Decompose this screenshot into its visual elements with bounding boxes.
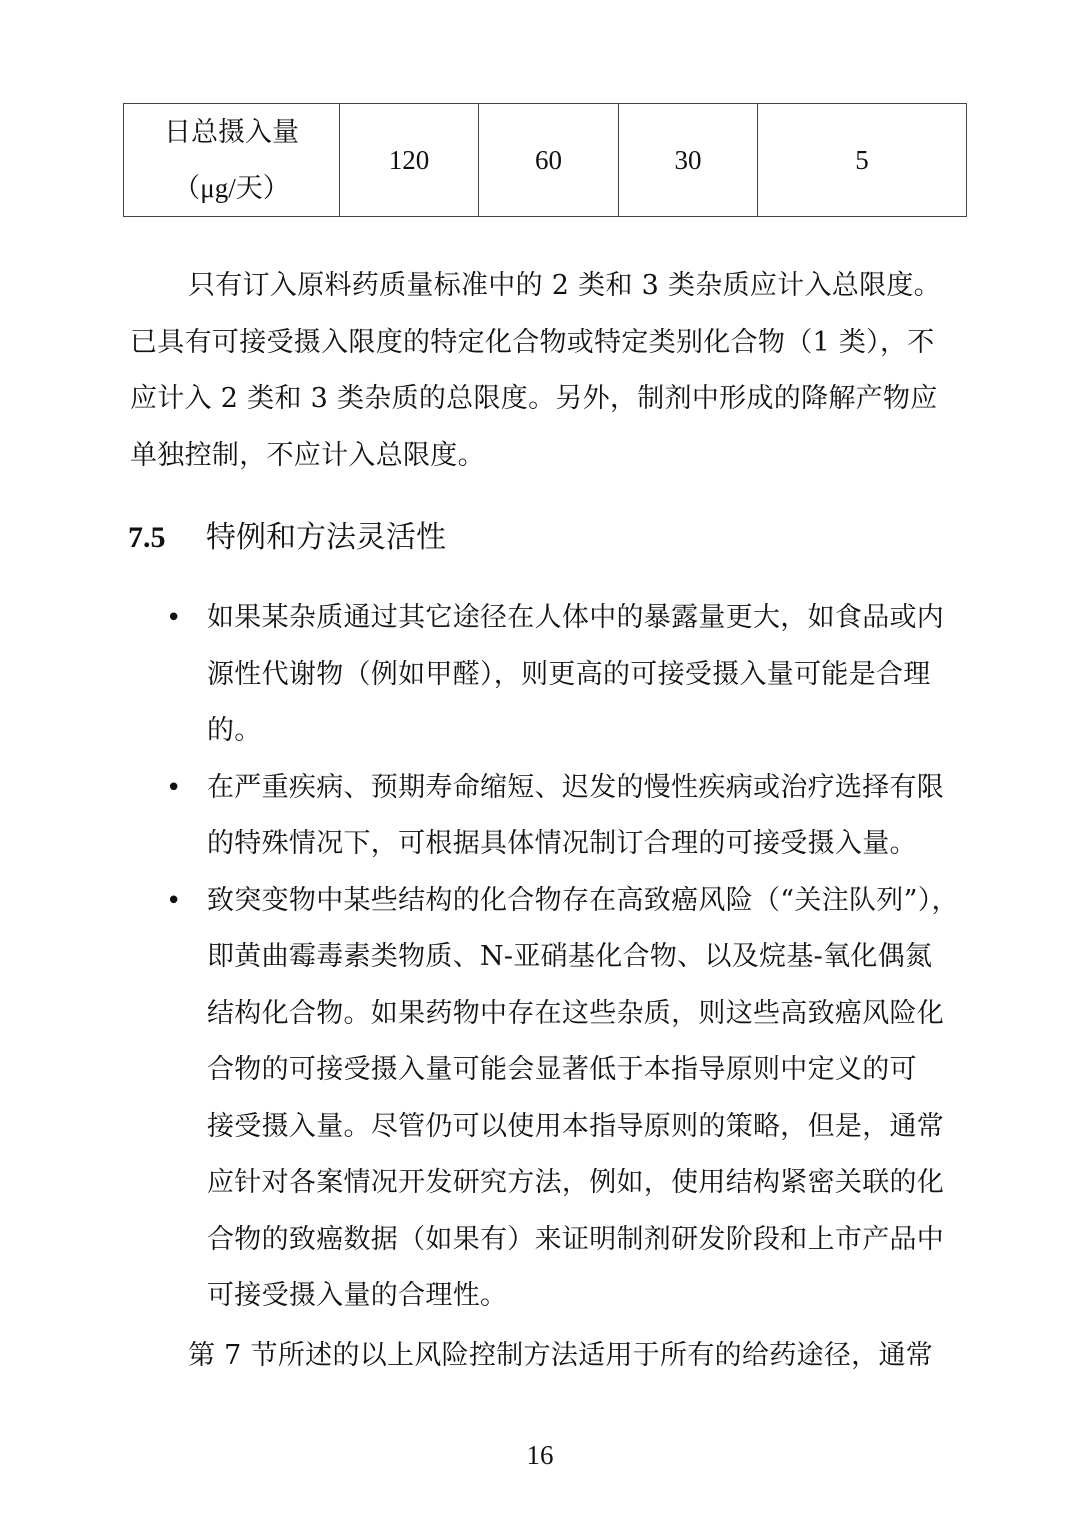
list-item-line: 源性代谢物（例如甲醛），则更高的可接受摄入量可能是合理 bbox=[207, 658, 931, 690]
table-cell: 30 bbox=[619, 104, 758, 217]
paragraph-routes bbox=[130, 1328, 980, 1385]
section-number: 7.5 bbox=[128, 521, 166, 554]
paragraph-total-limit bbox=[130, 258, 980, 484]
list-item-line: 应针对各案情况开发研究方法，例如，使用结构紧密关联的化 bbox=[207, 1167, 945, 1198]
list-item-line: 接受摄入量。尽管仍可以使用本指导原则的策略，但是，通常 bbox=[207, 1110, 945, 1142]
table-cell: 5 bbox=[758, 104, 967, 217]
table-cell: 60 bbox=[479, 104, 619, 217]
list-item-line: 结构化合物。如果药物中存在这些杂质，则这些高致癌风险化 bbox=[207, 997, 945, 1029]
list-item-line: 合物的可接受摄入量可能会显著低于本指导原则中定义的可 bbox=[207, 1054, 917, 1085]
list-item-line: 可接受摄入量的合理性。 bbox=[207, 1280, 508, 1311]
table-cell: 120 bbox=[340, 104, 479, 217]
list-item-line: 致突变物中某些结构的化合物存在高致癌风险（“关注队列”）， bbox=[207, 884, 959, 916]
list-item-line: 即黄曲霉毒素类物质、N-亚硝基化合物、以及烷基-氧化偶氮 bbox=[207, 941, 933, 972]
paragraph-line: 第 7 节所述的以上风险控制方法适用于所有的给药途径，通常 bbox=[188, 1340, 934, 1371]
page-number: 16 bbox=[526, 1440, 554, 1470]
bullet-list bbox=[130, 590, 980, 1325]
daily-intake-table bbox=[123, 103, 967, 217]
row-label-line-2: （μg/天） bbox=[173, 173, 290, 203]
list-item bbox=[130, 760, 980, 873]
list-item-line: 的。 bbox=[207, 715, 262, 746]
bullet-icon: • bbox=[166, 772, 182, 803]
list-item-line: 的特殊情况下，可根据具体情况制订合理的可接受摄入量。 bbox=[207, 828, 917, 859]
list-item bbox=[130, 590, 980, 760]
list-item-line: 在严重疾病、预期寿命缩短、迟发的慢性疾病或治疗选择有限 bbox=[207, 771, 945, 803]
row-label-line-1: 日总摄入量 bbox=[164, 117, 299, 147]
table-row bbox=[124, 104, 967, 217]
bullet-icon: • bbox=[166, 603, 182, 633]
list-item bbox=[130, 873, 980, 1325]
bullet-icon: • bbox=[166, 885, 182, 916]
section-title: 特例和方法灵活性 bbox=[206, 520, 446, 555]
paragraph-line: 已具有可接受摄入限度的特定化合物或特定类别化合物（1 类），不 bbox=[130, 326, 935, 358]
list-item-line: 合物的致癌数据（如果有）来证明制剂研发阶段和上市产品中 bbox=[207, 1223, 945, 1255]
paragraph-line: 单独控制，不应计入总限度。 bbox=[130, 439, 485, 471]
paragraph-line: 应计入 2 类和 3 类杂质的总限度。另外，制剂中形成的降解产物应 bbox=[130, 383, 938, 414]
list-item-line: 如果某杂质通过其它途径在人体中的暴露量更大，如食品或内 bbox=[207, 602, 945, 633]
table-row-label bbox=[124, 104, 340, 217]
section-heading bbox=[128, 512, 446, 556]
paragraph-line: 只有订入原料药质量标准中的 2 类和 3 类杂质应计入总限度。 bbox=[188, 270, 941, 301]
